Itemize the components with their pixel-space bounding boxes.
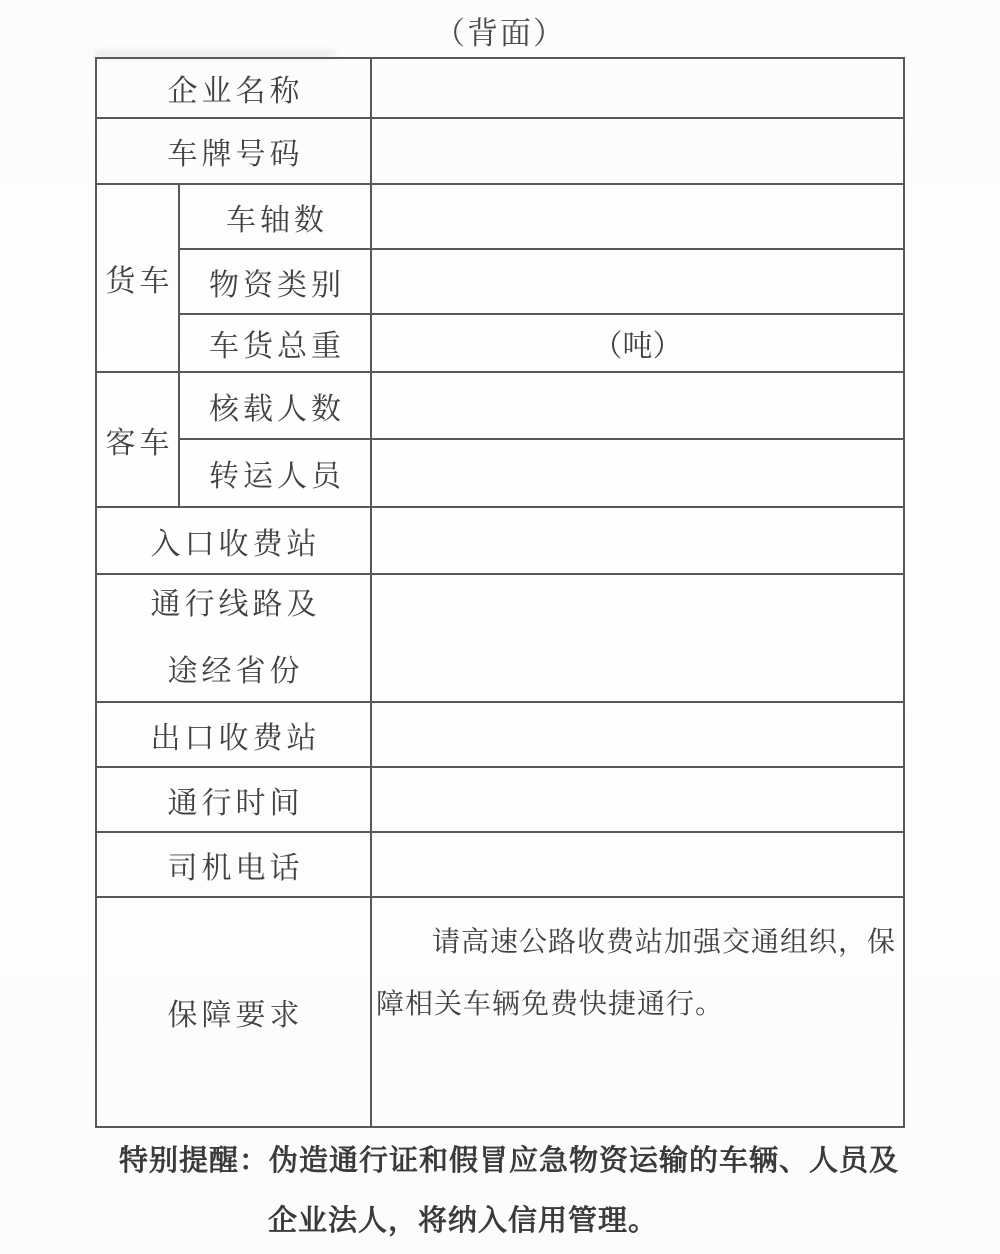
table-row: [96, 372, 904, 439]
table-row: [96, 832, 904, 897]
table-row: [96, 184, 904, 249]
table-row: [96, 507, 904, 574]
transfer-personnel-value: [371, 439, 904, 507]
material-category-value: [371, 249, 904, 314]
gross-weight-unit: （吨）: [371, 314, 904, 372]
axle-count-value: [371, 184, 904, 249]
passenger-capacity-label: 核载人数: [179, 372, 371, 439]
plate-number-label: 车牌号码: [96, 118, 371, 184]
guarantee-requirements-value: [371, 897, 904, 1127]
table-row: [96, 439, 904, 507]
material-category-label: 物资类别: [179, 249, 371, 314]
guarantee-requirements-label: 保障要求: [96, 897, 371, 1127]
enterprise-name-label: 企业名称: [96, 58, 371, 118]
special-reminder-line1: 特别提醒：伪造通行证和假冒应急物资运输的车辆、人员及: [119, 1145, 900, 1177]
table-row: [96, 314, 904, 372]
page-title: （背面）: [434, 16, 566, 51]
pass-form-table: [95, 57, 905, 1128]
driver-phone-label: 司机电话: [96, 832, 371, 897]
route-label-line2: 途经省份: [167, 655, 304, 688]
driver-phone-value: [371, 832, 904, 897]
transit-time-label: 通行时间: [96, 767, 371, 832]
exit-toll-station-value: [371, 702, 904, 767]
table-row: [96, 767, 904, 832]
truck-group-label: 货车: [96, 184, 179, 372]
enterprise-name-value: [371, 58, 904, 118]
transit-time-value: [371, 767, 904, 832]
entry-toll-station-value: [371, 507, 904, 574]
exit-toll-station-label: 出口收费站: [96, 702, 371, 767]
guarantee-text: 请高速公路收费站加强交通组织，保障相关车辆免费快捷通行。: [376, 927, 897, 1020]
table-row: [96, 897, 904, 1127]
axle-count-label: 车轴数: [179, 184, 371, 249]
entry-toll-station-label: 入口收费站: [96, 507, 371, 574]
gross-weight-label: 车货总重: [179, 314, 371, 372]
passenger-capacity-value: [371, 372, 904, 439]
table-row: [96, 118, 904, 184]
bus-group-label: 客车: [96, 372, 179, 507]
special-reminder-line2: 企业法人，将纳入信用管理。: [268, 1205, 659, 1237]
table-row: [96, 574, 904, 702]
special-reminder: [0, 1138, 1000, 1244]
table-row: [96, 58, 904, 118]
table-row: [96, 702, 904, 767]
route-provinces-label: [96, 574, 371, 702]
route-label-line1: 通行线路及: [150, 588, 321, 621]
table-row: [96, 249, 904, 314]
plate-number-value: [371, 118, 904, 184]
transfer-personnel-label: 转运人员: [179, 439, 371, 507]
route-provinces-value: [371, 574, 904, 702]
